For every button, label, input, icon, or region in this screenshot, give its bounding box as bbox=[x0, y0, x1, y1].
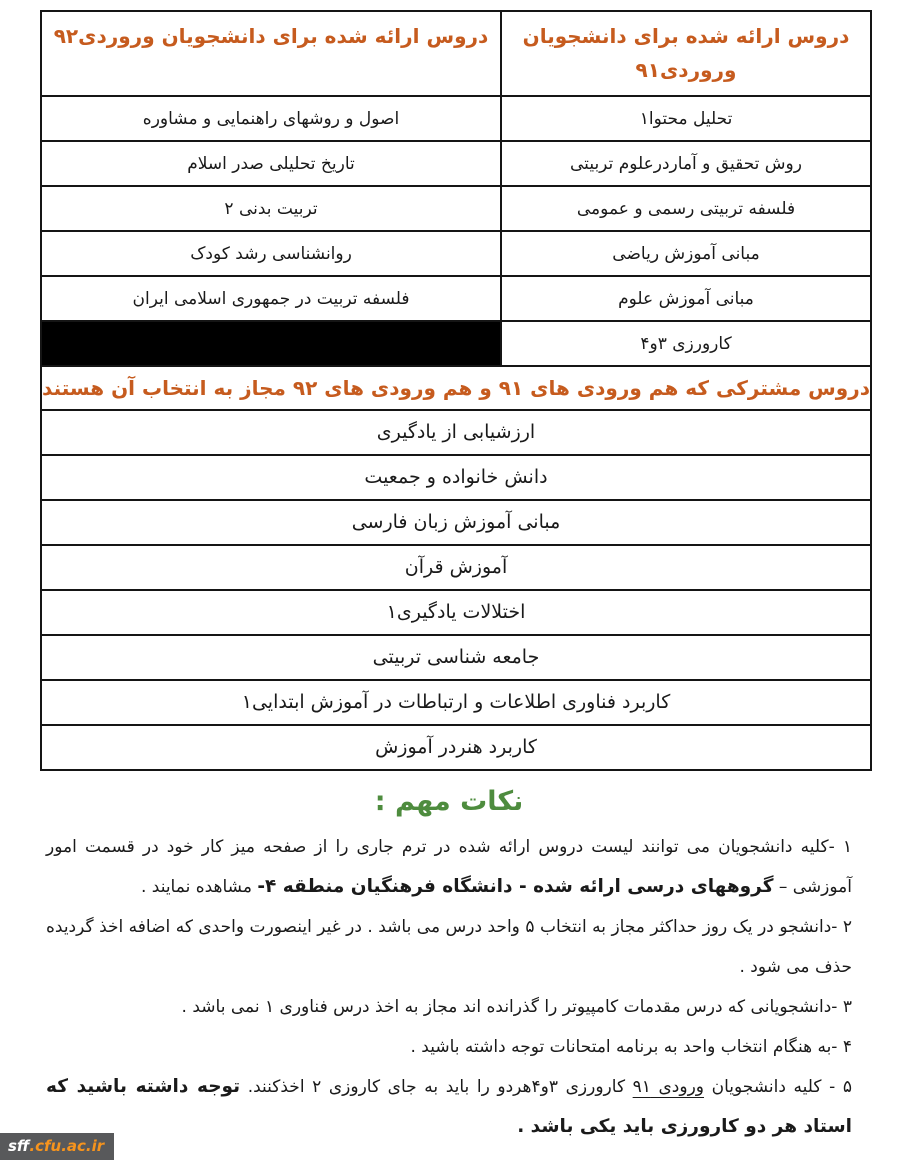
course-row bbox=[42, 322, 870, 367]
course-row bbox=[42, 142, 870, 187]
note-text-segment: مشاهده نمایند . bbox=[140, 877, 258, 897]
header-cell-entry-92 bbox=[42, 12, 500, 95]
course-cell-entry-92: روانشناسی رشد کودک bbox=[190, 243, 352, 264]
header-entry-91-text bbox=[523, 19, 850, 87]
watermark-prefix: sff bbox=[8, 1137, 30, 1155]
shared-course-row: آموزش قرآن bbox=[42, 546, 870, 591]
course-cell-entry-91: تحلیل محتوا۱ bbox=[500, 97, 870, 140]
note-item bbox=[46, 1067, 852, 1147]
course-rows-container bbox=[42, 97, 870, 367]
note-item bbox=[46, 907, 852, 987]
shared-rows-container bbox=[42, 411, 870, 769]
notes-list bbox=[46, 827, 852, 1147]
shared-course-row: اختلالات یادگیری۱ bbox=[42, 591, 870, 636]
course-row bbox=[42, 277, 870, 322]
note-item bbox=[46, 987, 852, 1027]
course-cell-entry-91: کارورزی ۳و۴ bbox=[500, 322, 870, 365]
redacted-cell bbox=[42, 322, 500, 365]
note-text-segment: ۱ -کلیه دانشجویان می توانند لیست دروس ارائه شده در ترم جاری را از صفحه میز کار خود در قسمت امور آموزشی – bbox=[46, 837, 852, 897]
course-cell-entry-92: تربیت بدنی ۲ bbox=[224, 198, 318, 219]
note-text-segment: ۳ -دانشجویانی که درس مقدمات کامپیوتر را گذرانده اند مجاز به اخذ درس فناوری ۱ نمی باشد . bbox=[181, 997, 852, 1017]
course-cell-entry-92: فلسفه تربیت در جمهوری اسلامی ایران bbox=[132, 288, 410, 309]
course-cell-entry-91: مبانی آموزش علوم bbox=[500, 277, 870, 320]
course-row bbox=[42, 232, 870, 277]
shared-course-row: دانش خانواده و جمعیت bbox=[42, 456, 870, 501]
header-entry-91-line1: دروس ارائه شده برای دانشجویان bbox=[522, 24, 850, 48]
course-table bbox=[40, 10, 872, 771]
note-text-segment: کارورزی ۳و۴هردو را باید به جای کاروزی ۲ اخذکنند. bbox=[240, 1077, 633, 1097]
note-text-segment: ۵ - کلیه دانشجویان bbox=[704, 1077, 852, 1097]
course-cell-entry-92: اصول و روشهای راهنمایی و مشاوره bbox=[142, 108, 400, 129]
header-entry-92-text: دروس ارائه شده برای دانشجویان وروردی۹۲ bbox=[53, 24, 489, 48]
note-text-segment: گروههای درسی ارائه شده - دانشگاه فرهنگیان منطقه ۴- bbox=[257, 876, 774, 897]
shared-course-row: جامعه شناسی تربیتی bbox=[42, 636, 870, 681]
note-text-segment: ۲ -دانشجو در یک روز حداکثر مجاز به انتخاب ۵ واحد درس می باشد . در غیر اینصورت واحدی که اضافه اخذ گردیده حذف می شود . bbox=[46, 917, 853, 977]
table-header-row bbox=[42, 12, 870, 97]
note-text-segment: ورودی ۹۱ bbox=[632, 1077, 705, 1097]
course-cell-entry-91: روش تحقیق و آماردرعلوم تربیتی bbox=[500, 142, 870, 185]
watermark-suffix: .cfu.ac.ir bbox=[29, 1137, 105, 1155]
course-cell-entry-91: فلسفه تربیتی رسمی و عمومی bbox=[500, 187, 870, 230]
note-text-segment: توجه داشته باشید که استاد هر دو کارورزی باید یکی باشد . bbox=[46, 1076, 852, 1137]
note-item bbox=[46, 1027, 852, 1067]
course-cell-entry-92: تاریخ تحلیلی صدر اسلام bbox=[187, 153, 355, 174]
header-cell-entry-91 bbox=[500, 12, 870, 95]
shared-course-row: ارزشیابی از یادگیری bbox=[42, 411, 870, 456]
header-entry-91-line2: وروردی۹۱ bbox=[635, 58, 737, 82]
course-cell-entry-91: مبانی آموزش ریاضی bbox=[500, 232, 870, 275]
note-text-segment: ۴ -به هنگام انتخاب واحد به برنامه امتحانات توجه داشته باشید . bbox=[410, 1037, 852, 1057]
shared-courses-header: دروس مشترکی که هم ورودی های ۹۱ و هم ورودی های ۹۲ مجاز به انتخاب آن هستند bbox=[42, 367, 870, 411]
notes-section bbox=[46, 786, 852, 1147]
notes-title: نکات مهم : bbox=[374, 786, 524, 817]
shared-course-row: کاربرد هنردر آموزش bbox=[375, 736, 537, 758]
course-row bbox=[42, 187, 870, 232]
note-item bbox=[46, 827, 852, 907]
shared-course-row: مبانی آموزش زبان فارسی bbox=[42, 501, 870, 546]
shared-course-row: کاربرد فناوری اطلاعات و ارتباطات در آموزش ابتدایی۱ bbox=[42, 681, 870, 726]
course-row bbox=[42, 97, 870, 142]
watermark bbox=[0, 1133, 114, 1160]
